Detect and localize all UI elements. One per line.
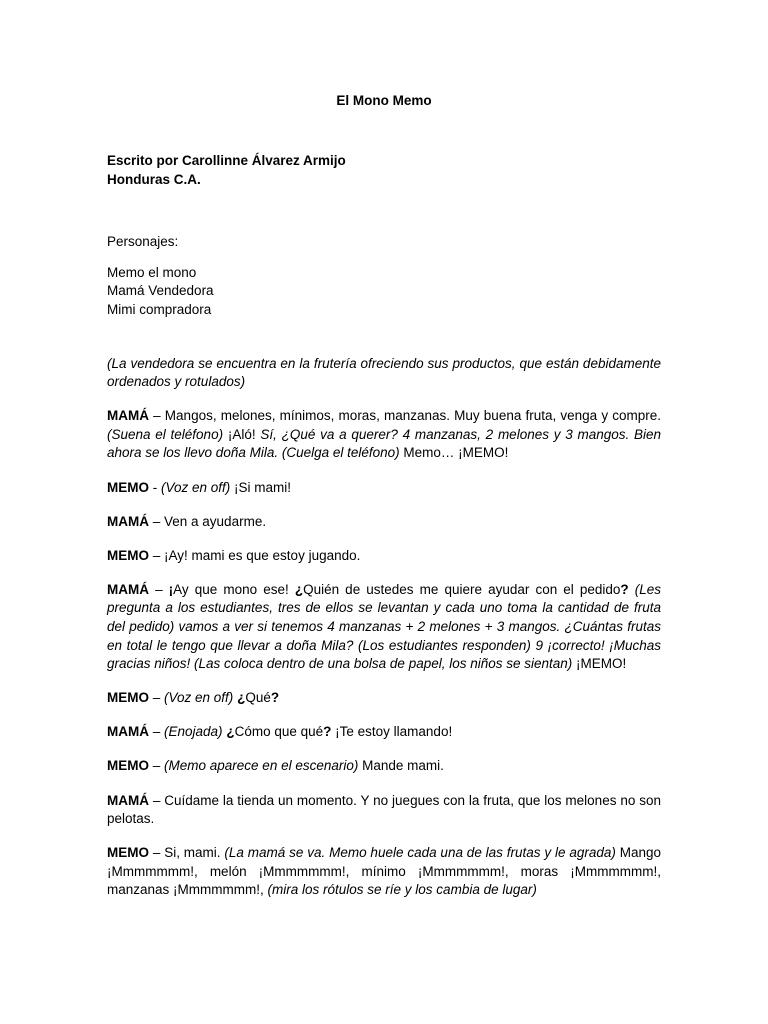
dialogue-text: Mande mami.: [358, 758, 444, 774]
dialogue-text: Ay que mono ese!: [173, 581, 295, 597]
script-paragraph: [107, 547, 661, 566]
character-item: Mimi compradora: [107, 301, 212, 317]
dialogue-text: ¡Aló!: [223, 426, 261, 442]
document-body: [107, 152, 661, 900]
script-paragraph: [107, 844, 661, 900]
bold-text-run: ?: [323, 724, 332, 740]
dialogue-text: -: [149, 479, 161, 495]
stage-direction: Sí, ¿Qué va a querer? 4 manzanas, 2 melones y 3 mangos. Bien ahora se los llevo doña Mila. (Cuelga el teléfono): [107, 426, 662, 461]
bold-text-run: ?: [270, 690, 280, 706]
script-paragraph: [107, 407, 661, 463]
bold-text-run: MAMÁ: [107, 724, 149, 740]
bold-text-run: MAMÁ: [107, 408, 149, 424]
script-paragraph: [107, 689, 661, 708]
characters-list: [107, 264, 661, 320]
dialogue-text: Quién de ustedes me quiere ayudar con el pedido: [303, 581, 621, 597]
script-paragraph: [107, 581, 661, 674]
stage-direction: (mira los rótulos se ríe y los cambia de lugar): [267, 882, 537, 898]
dialogue-text: – Mangos, melones, mínimos, moras, manzanas. Muy buena fruta, venga y compre.: [149, 408, 661, 424]
bold-text-run: MEMO: [107, 690, 149, 706]
dialogue-text: –: [149, 724, 165, 740]
script-paragraph: [107, 355, 661, 392]
character-item: Mamá Vendedora: [107, 283, 214, 299]
dialogue-text: ¡Te estoy llamando!: [331, 724, 453, 740]
script-paragraph: [107, 479, 661, 498]
bold-text-run: ¿: [226, 724, 235, 740]
script-paragraph: [107, 792, 661, 829]
bold-text-run: ?: [620, 581, 629, 597]
dialogue-text: –: [149, 690, 165, 706]
stage-direction: (La vendedora se encuentra en la frutería ofreciendo sus productos, que están debidamente ordenados y rotulados): [107, 355, 661, 390]
stage-direction: (Voz en off): [161, 479, 231, 495]
dialogue-text: – Cuídame la tienda un momento. Y no juegues con la fruta, que los melones no son pelotas.: [107, 792, 661, 827]
stage-direction: (Enojada): [164, 724, 223, 740]
bold-text-run: MEMO: [107, 845, 149, 861]
dialogue-text: – ¡Ay! mami es que estoy jugando.: [149, 547, 361, 563]
bold-text-run: MAMÁ: [107, 792, 149, 808]
dialogue-text: Mango ¡Mmmmmmm!, melón ¡Mmmmmmm!, mínimo ¡Mmmmmmm!, moras ¡Mmmmmmm!, manzanas ¡Mmmmmmm!,: [107, 845, 662, 898]
bold-text-run: ¿: [294, 581, 304, 597]
dialogue-text: Qué: [245, 690, 271, 706]
bold-text-run: MEMO: [107, 547, 149, 563]
document-title: El Mono Memo: [336, 93, 432, 108]
author-line: Escrito por Carollinne Álvarez Armijo: [107, 153, 346, 168]
country-line: Honduras C.A.: [107, 171, 201, 187]
bold-text-run: ¿: [237, 690, 246, 706]
dialogue-text: ¡Si mami!: [230, 479, 292, 495]
stage-direction: (Voz en off): [164, 690, 234, 706]
characters-heading: Personajes:: [107, 234, 179, 250]
dialogue-text: –: [149, 758, 165, 774]
script-paragraph: [107, 757, 661, 776]
dialogue-text: – Si, mami.: [149, 845, 225, 861]
stage-direction: (La mamá se va. Memo huele cada una de las frutas y le agrada): [224, 845, 616, 861]
dialogue-text: –: [149, 581, 169, 597]
script-paragraphs: [107, 355, 661, 900]
script-paragraph: [107, 723, 661, 742]
bold-text-run: MAMÁ: [107, 581, 149, 597]
dialogue-text: ¡MEMO!: [572, 656, 627, 672]
dialogue-text: – Ven a ayudarme.: [149, 513, 267, 529]
script-paragraph: [107, 513, 661, 532]
bold-text-run: MAMÁ: [107, 513, 149, 529]
dialogue-text: Cómo que qué: [234, 724, 324, 740]
dialogue-text: Memo… ¡MEMO!: [399, 445, 509, 461]
bold-text-run: MEMO: [107, 479, 149, 495]
bold-text-run: ¡: [168, 581, 174, 597]
stage-direction: (Suena el teléfono): [107, 426, 224, 442]
bold-text-run: MEMO: [107, 758, 149, 774]
stage-direction: (Memo aparece en el escenario): [164, 758, 359, 774]
stage-direction: (Les pregunta a los estudiantes, tres de ellos se levantan y cada uno toma la cantidad de fruta del pedido) vamos a ver si tenemos 4 manzanas + 2 melones + 3 mangos. ¿Cuántas frutas en total le tengo que llevar a doña Mila? (Los estudiantes responden) 9 ¡correcto! ¡Muchas gracias niños! (Las coloca dentro de una bolsa de papel, los niños se sientan): [107, 581, 662, 672]
character-item: Memo el mono: [107, 264, 197, 280]
